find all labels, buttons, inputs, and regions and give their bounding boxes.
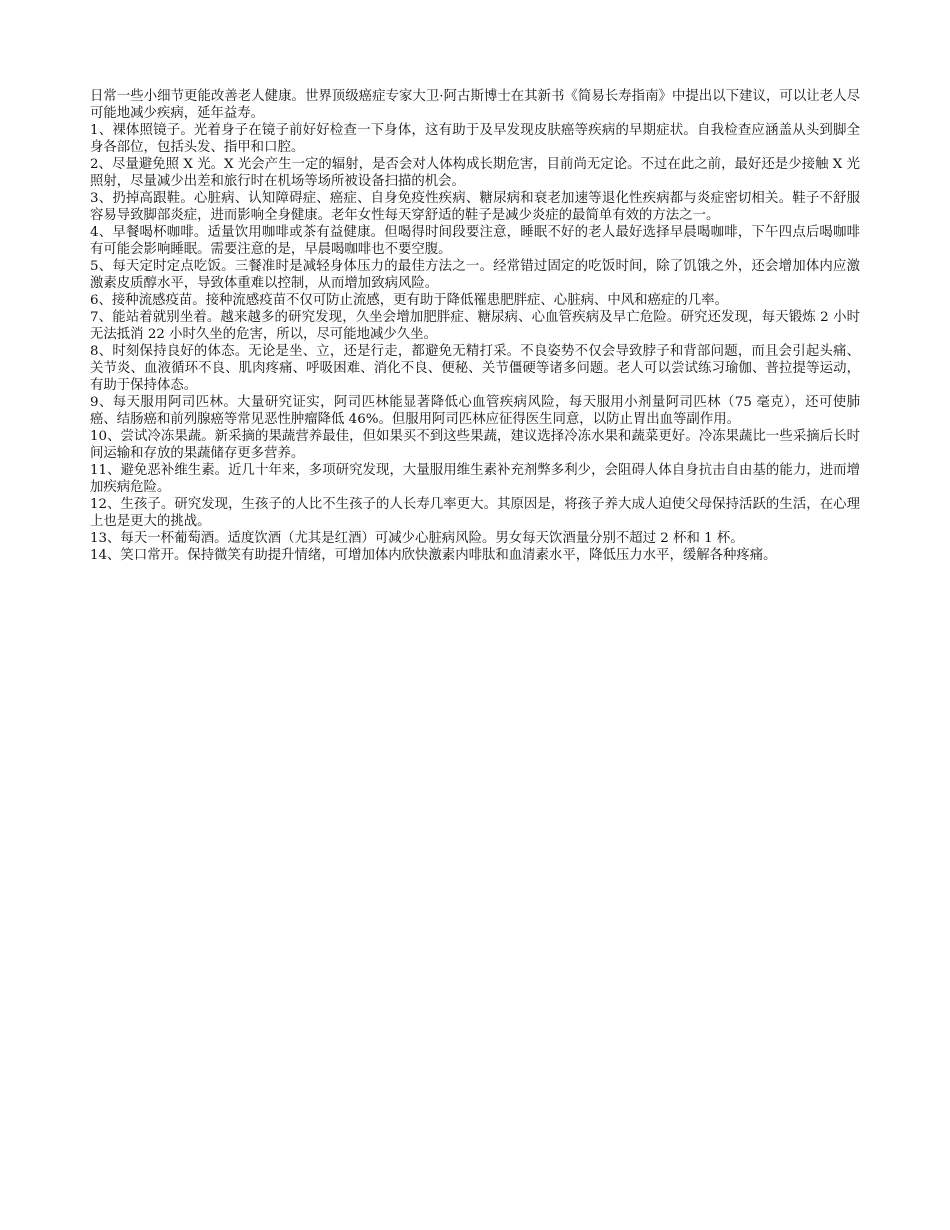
list-item-6: 6、接种流感疫苗。接种流感疫苗不仅可防止流感，更有助于降低罹患肥胖症、心脏病、中风和癌症的几率。 xyxy=(90,293,728,308)
list-item-3: 3、扔掉高跟鞋。心脏病、认知障碍症、癌症、自身免疫性疾病、糖尿病和衰老加速等退化性疾病都与炎症密切相关。鞋子不舒服容易导致脚部炎症，进而影响全身健康。老年女性每天穿舒适的鞋子是减少炎症的最简单有效的方法之一。 xyxy=(90,191,860,223)
list-item-4: 4、早餐喝杯咖啡。适量饮用咖啡或茶有益健康。但喝得时间段要注意，睡眠不好的老人最好选择早晨喝咖啡，下午四点后喝咖啡有可能会影响睡眠。需要注意的是，早晨喝咖啡也不要空腹。 xyxy=(90,225,860,257)
list-item-9: 9、每天服用阿司匹林。大量研究证实，阿司匹林能显著降低心血管疾病风险，每天服用小剂量阿司匹林（75 毫克），还可使肺癌、结肠癌和前列腺癌等常见恶性肿瘤降低 46%。但服用阿司匹林应征得医生同意，以防止胃出血等副作用。 xyxy=(90,395,860,427)
list-item-14: 14、笑口常开。保持微笑有助提升情绪，可增加体内欣快激素内啡肽和血清素水平，降低压力水平，缓解各种疼痛。 xyxy=(90,548,777,563)
list-item-1: 1、裸体照镜子。光着身子在镜子前好好检查一下身体，这有助于及早发现皮肤癌等疾病的早期症状。自我检查应涵盖从头到脚全身各部位，包括头发、指甲和口腔。 xyxy=(90,123,860,155)
list-item-11: 11、避免恶补维生素。近几十年来，多项研究发现，大量服用维生素补充剂弊多利少，会阻碍人体自身抗击自由基的能力，进而增加疾病危险。 xyxy=(90,463,860,495)
document-body xyxy=(90,88,860,564)
list-item-12: 12、生孩子。研究发现，生孩子的人比不生孩子的人长寿几率更大。其原因是，将孩子养大成人迫使父母保持活跃的生活，在心理上也是更大的挑战。 xyxy=(90,497,860,529)
list-item-10: 10、尝试冷冻果蔬。新采摘的果蔬营养最佳，但如果买不到这些果蔬，建议选择冷冻水果和蔬菜更好。冷冻果蔬比一些采摘后长时间运输和存放的果蔬储存更多营养。 xyxy=(90,429,860,461)
intro-paragraph: 日常一些小细节更能改善老人健康。世界顶级癌症专家大卫·阿古斯博士在其新书《简易长寿指南》中提出以下建议，可以让老人尽可能地减少疾病，延年益寿。 xyxy=(90,89,860,121)
list-item-7: 7、能站着就别坐着。越来越多的研究发现，久坐会增加肥胖症、糖尿病、心血管疾病及早亡危险。研究还发现，每天锻炼 2 小时无法抵消 22 小时久坐的危害，所以，尽可能地减少久坐。 xyxy=(90,310,860,342)
list-item-5: 5、每天定时定点吃饭。三餐准时是减轻身体压力的最佳方法之一。经常错过固定的吃饭时间，除了饥饿之外，还会增加体内应激激素皮质醇水平，导致体重难以控制，从而增加致病风险。 xyxy=(90,259,860,291)
list-item-2: 2、尽量避免照 X 光。X 光会产生一定的辐射，是否会对人体构成长期危害，目前尚无定论。不过在此之前，最好还是少接触 X 光照射，尽量减少出差和旅行时在机场等场所被设备扫描的机会。 xyxy=(90,157,860,189)
list-item-13: 13、每天一杯葡萄酒。适度饮酒（尤其是红酒）可减少心脏病风险。男女每天饮酒量分别不超过 2 杯和 1 杯。 xyxy=(90,531,744,546)
list-item-8: 8、时刻保持良好的体态。无论是坐、立，还是行走，都避免无精打采。不良姿势不仅会导致脖子和背部问题，而且会引起头痛、关节炎、血液循环不良、肌肉疼痛、呼吸困难、消化不良、便秘、关节僵硬等诸多问题。老人可以尝试练习瑜伽、普拉提等运动，有助于保持体态。 xyxy=(90,344,860,393)
